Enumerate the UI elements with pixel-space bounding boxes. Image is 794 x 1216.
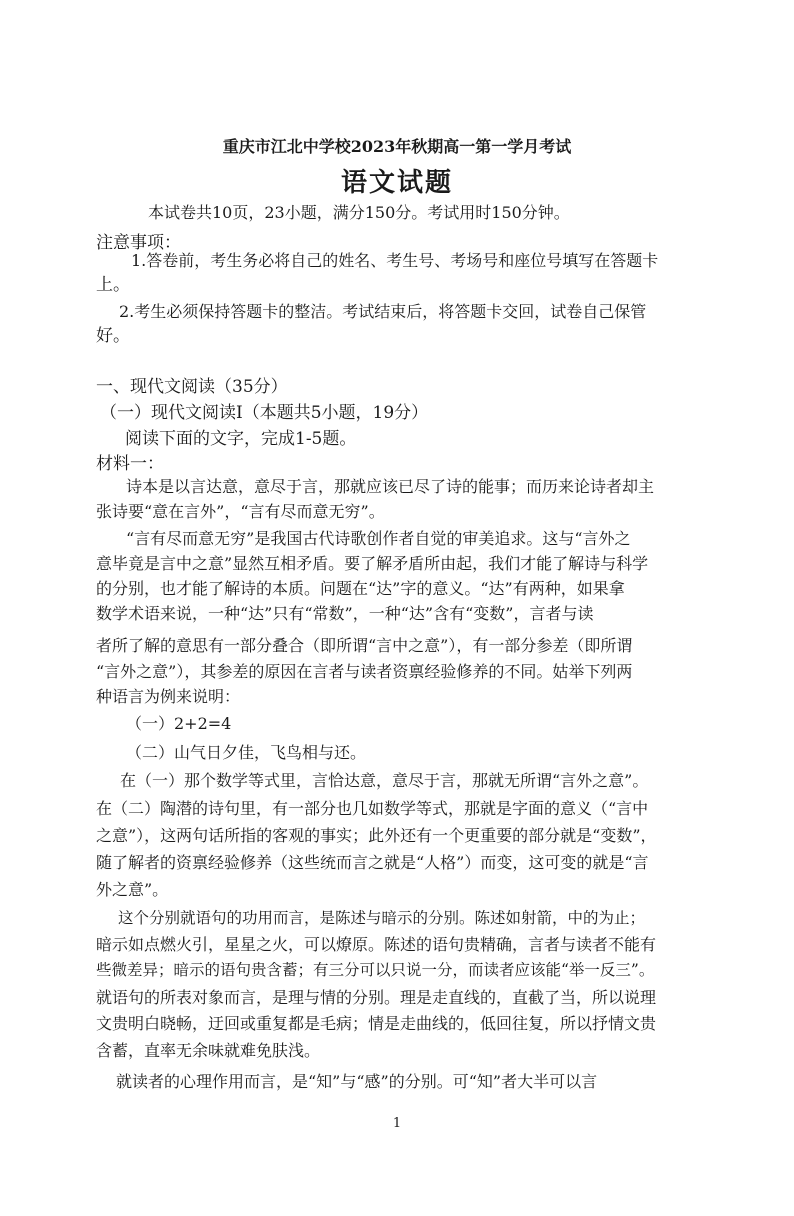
article-line: 的分别，也才能了解诗的本质。问题在“达”字的意义。“达”有两种，如果拿 [96, 579, 625, 598]
article-line: 意毕竟是言中之意”显然互相矛盾。要了解矛盾所由起，我们才能了解诗与科学 [96, 554, 649, 573]
article-line: 文贵明白晓畅，迂回或重复都是毛病；情是走曲线的，低回往复，所以抒情文贵 [96, 1014, 657, 1033]
article-line: （一）2+2=4 [126, 714, 232, 733]
article-line: “言外之意”），其参差的原因在言者与读者资禀经验修养的不同。姑举下列两 [96, 662, 633, 681]
article-line: 暗示如点燃火引，星星之火，可以燎原。陈述的语句贵精确，言者与读者不能有 [96, 935, 657, 954]
article-line: 在（二）陶潜的诗句里，有一部分也几如数学等式，那就是字面的意义（“言中 [96, 799, 649, 818]
article-line: 者所了解的意思有一部分叠合（即所谓“言中之意”），有一部分参差（即所谓 [96, 636, 633, 655]
article-line: 随了解者的资禀经验修养（这些统而言之就是“人格”）而变，这可变的就是“言 [96, 853, 649, 872]
article-line: 张诗要“意在言外”，“言有尽而意无穷”。 [96, 502, 385, 521]
exam-info: 本试卷共10页，23小题，满分150分。考试用时150分钟。 [148, 203, 570, 222]
article-line: （二）山气日夕佳，飞鸟相与还。 [126, 743, 367, 762]
note-item-1-line-2: 上。 [96, 275, 130, 295]
subject-title: 语文试题 [340, 168, 453, 198]
note-item-2-line-1: 2.考生必须保持答题卡的整洁。考试结束后，将答题卡交回，试卷自己保管 [119, 302, 647, 321]
note-item-1-line-1: 1.答卷前，考生务必将自己的姓名、考生号、考场号和座位号填写在答题卡 [131, 251, 659, 270]
article-line: 种语言为例来说明： [96, 687, 241, 706]
material-label: 材料一： [96, 454, 164, 474]
notes-title: 注意事项： [96, 233, 181, 253]
reading-instruction: 阅读下面的文字，完成1-5题。 [125, 429, 357, 449]
article-line: 数学术语来说，一种“达”只有“常数”，一种“达”含有“变数”，言者与读 [96, 604, 594, 623]
page-number: 1 [392, 1116, 402, 1131]
school-title: 重庆市江北中学校2023年秋期高一第一学月考试 [222, 137, 572, 156]
article-line: 含蓄，直率无余味就难免肤浅。 [96, 1041, 321, 1060]
article-line: 之意”），这两句话所指的客观的事实；此外还有一个更重要的部分就是“变数”， [96, 826, 657, 845]
article-line: 在（一）那个数学等式里，言恰达意，意尽于言，那就无所谓“言外之意”。 [120, 771, 649, 790]
article-line: 外之意”。 [96, 880, 169, 899]
article-line: 些微差异；暗示的语句贵含蓄；有三分可以只说一分，而读者应该能“举一反三”。 [96, 961, 655, 979]
subsection-title: （一）现代文阅读Ⅰ（本题共5小题，19分） [100, 403, 429, 423]
section-title: 一、现代文阅读（35分） [96, 377, 288, 397]
article-line: 就语句的所表对象而言，是理与情的分别。理是走直线的，直截了当，所以说理 [96, 988, 657, 1007]
article-line: 这个分别就语句的功用而言，是陈述与暗示的分别。陈述如射箭，中的为止； [118, 909, 646, 927]
article-line: “言有尽而意无穷”是我国古代诗歌创作者自觉的审美追求。这与“言外之 [126, 529, 631, 548]
article-line: 诗本是以言达意，意尽于言，那就应该已尽了诗的能事；而历来论诗者却主 [126, 477, 655, 496]
note-item-2-line-2: 好。 [96, 326, 130, 346]
article-line: 就读者的心理作用而言，是“知”与“感”的分别。可“知”者大半可以言 [116, 1072, 598, 1091]
